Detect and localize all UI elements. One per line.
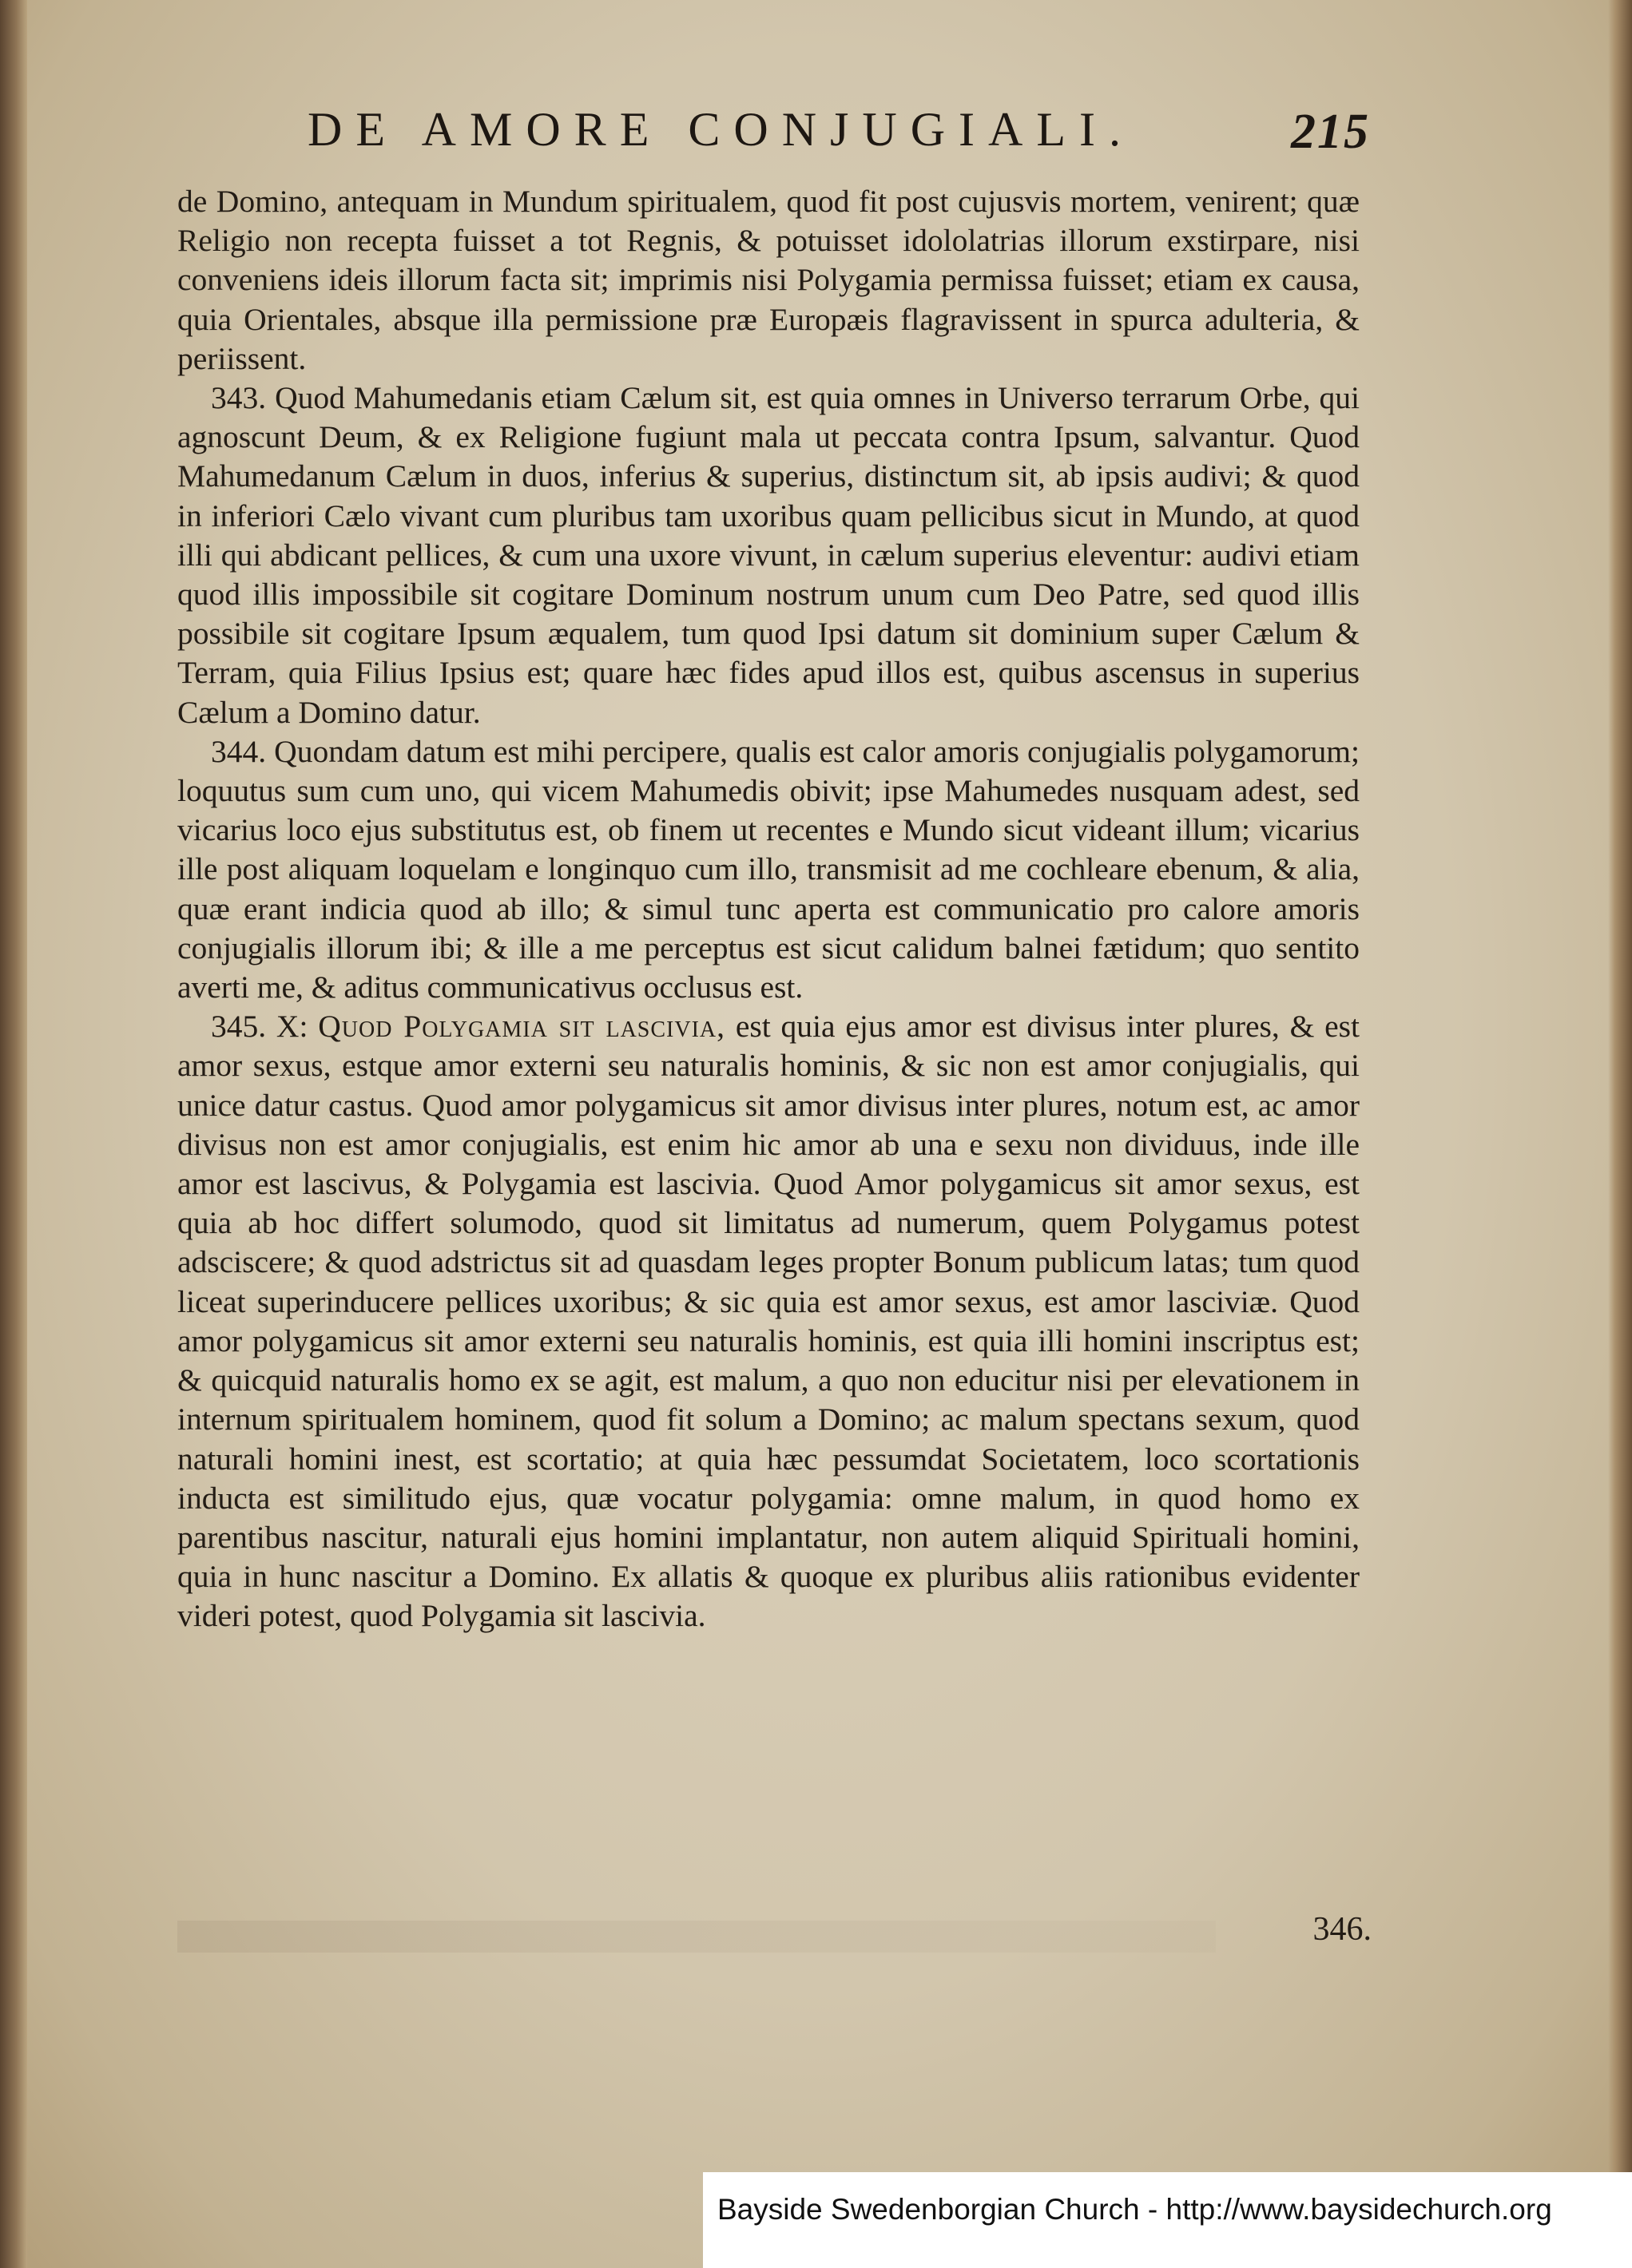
- page-text: [177, 182, 1360, 1636]
- paragraph-345-number: 345. X:: [211, 1009, 308, 1045]
- paragraph-continued: de Domino, antequam in Mundum spiritualem, quod fit post cujusvis mortem, venirent; quæ Religio non recepta fuisset a tot Regnis, & potuisset idololatrias illorum exstirpare, nisi conveniens ideis illorum facta sit; imprimis nisi Polygamia permissa fuisset; etiam ex causa, quia Orientales, absque illa permissione præ Europæis flagravissent in spurca adulteria, & periissent.: [177, 184, 1360, 376]
- catchword: 346.: [1312, 1911, 1372, 1948]
- page-gutter-shadow: [0, 0, 27, 2268]
- paragraph-345: [177, 1007, 1360, 1636]
- footer-credit: Bayside Swedenborgian Church - http://www.baysidechurch.org: [717, 2193, 1552, 2226]
- page-edge-shadow: [1608, 0, 1632, 2172]
- paragraph-345-text: est quia ejus amor est divisus inter plures, & est amor sexus, estque amor externi seu naturalis hominis, & sic non est amor conjugialis, qui unice datur castus. Quod amor polygamicus sit amor divisus inter plures, notum est, ac amor divisus non est amor conjugialis, est enim hic amor ab una e sexu non dividuus, inde ille amor est lascivus, & Polygamia est lascivia. Quod Amor polygamicus sit amor sexus, est quia ab hoc differt solumodo, quod sit limitatus ad numerum, quem Polygamus potest adsciscere; & quod adstrictus sit ad quasdam leges propter Bonum publicum latas; tum quod liceat superinducere pellices uxoribus; & sic quia est amor sexus, est amor lasciviæ. Quod amor polygamicus sit amor externi seu naturalis hominis, est quia illi homini inscriptus est; & quicquid naturalis homo ex se agit, est malum, a quo non educitur nisi per elevationem in internum spiritualem hominem, quod fit solum a Domino; ac malum spectans sexum, quod naturali homini inest, est scortatio; at quia hæc pessumdat Societatem, loco scortationis inducta est similitudo ejus, quæ vocatur polygamia: omne malum, in quod homo ex parentibus nascitur, naturali ejus homini implantatur, non autem aliquid Spirituali homini, quia in hunc nascitur a Domino. Ex allatis & quoque ex pluribus aliis rationibus evidenter videri potest, quod Polygamia sit lascivia.: [177, 1009, 1360, 1634]
- paragraph-345-heading: Quod Polygamia sit lascivia,: [318, 1009, 725, 1045]
- paragraph-344: 344. Quondam datum est mihi percipere, qualis est calor amoris conjugialis polygamorum; loquutus sum cum uno, qui vicem Mahumedis obivit; ipse Mahumedes nusquam adest, sed vicarius loco ejus substitutus est, ob finem ut recentes e Mundo sicut videant illum; vicarius ille post aliquam loquelam e longinquo cum illo, transmisit ad me cochleare ebenum, & alia, quæ erant indicia quod ab illo; & simul tunc aperta est communicatio pro calore amoris conjugialis illorum ibi; & ille a me perceptus est sicut calidum balnei fætidum; quo sentito averti me, & aditus communicativus occlusus est.: [177, 733, 1360, 1005]
- page-header: [308, 102, 1370, 166]
- bleed-through-text: [177, 1921, 1216, 1953]
- paragraph-343: 343. Quod Mahumedanis etiam Cælum sit, est quia omnes in Universo terrarum Orbe, qui agnoscunt Deum, & ex Religione fugiunt mala ut peccata contra Ipsum, salvantur. Quod Mahumedanum Cælum in duos, inferius & superius, distinctum sit, ab ipsis audivi; & quod in inferiori Cælo vivant cum pluribus tam uxoribus quam pellicibus sicut in Mundo, at quod illi qui abdicant pellices, & cum una uxore vivunt, in cælum superius eleventur: audivi etiam quod illis impossibile sit cogitare Dominum nostrum unum cum Deo Patre, sed quod illis possibile sit cogitare Ipsum æqualem, tum quod Ipsi datum sit dominium super Cælum & Terram, quia Filius Ipsius est; quare hæc fides apud illos est, quibus ascensus in superius Cælum a Domino datur.: [177, 380, 1360, 730]
- page-number: 215: [1291, 105, 1370, 159]
- running-title: DE AMORE CONJUGIALI.: [308, 103, 1134, 156]
